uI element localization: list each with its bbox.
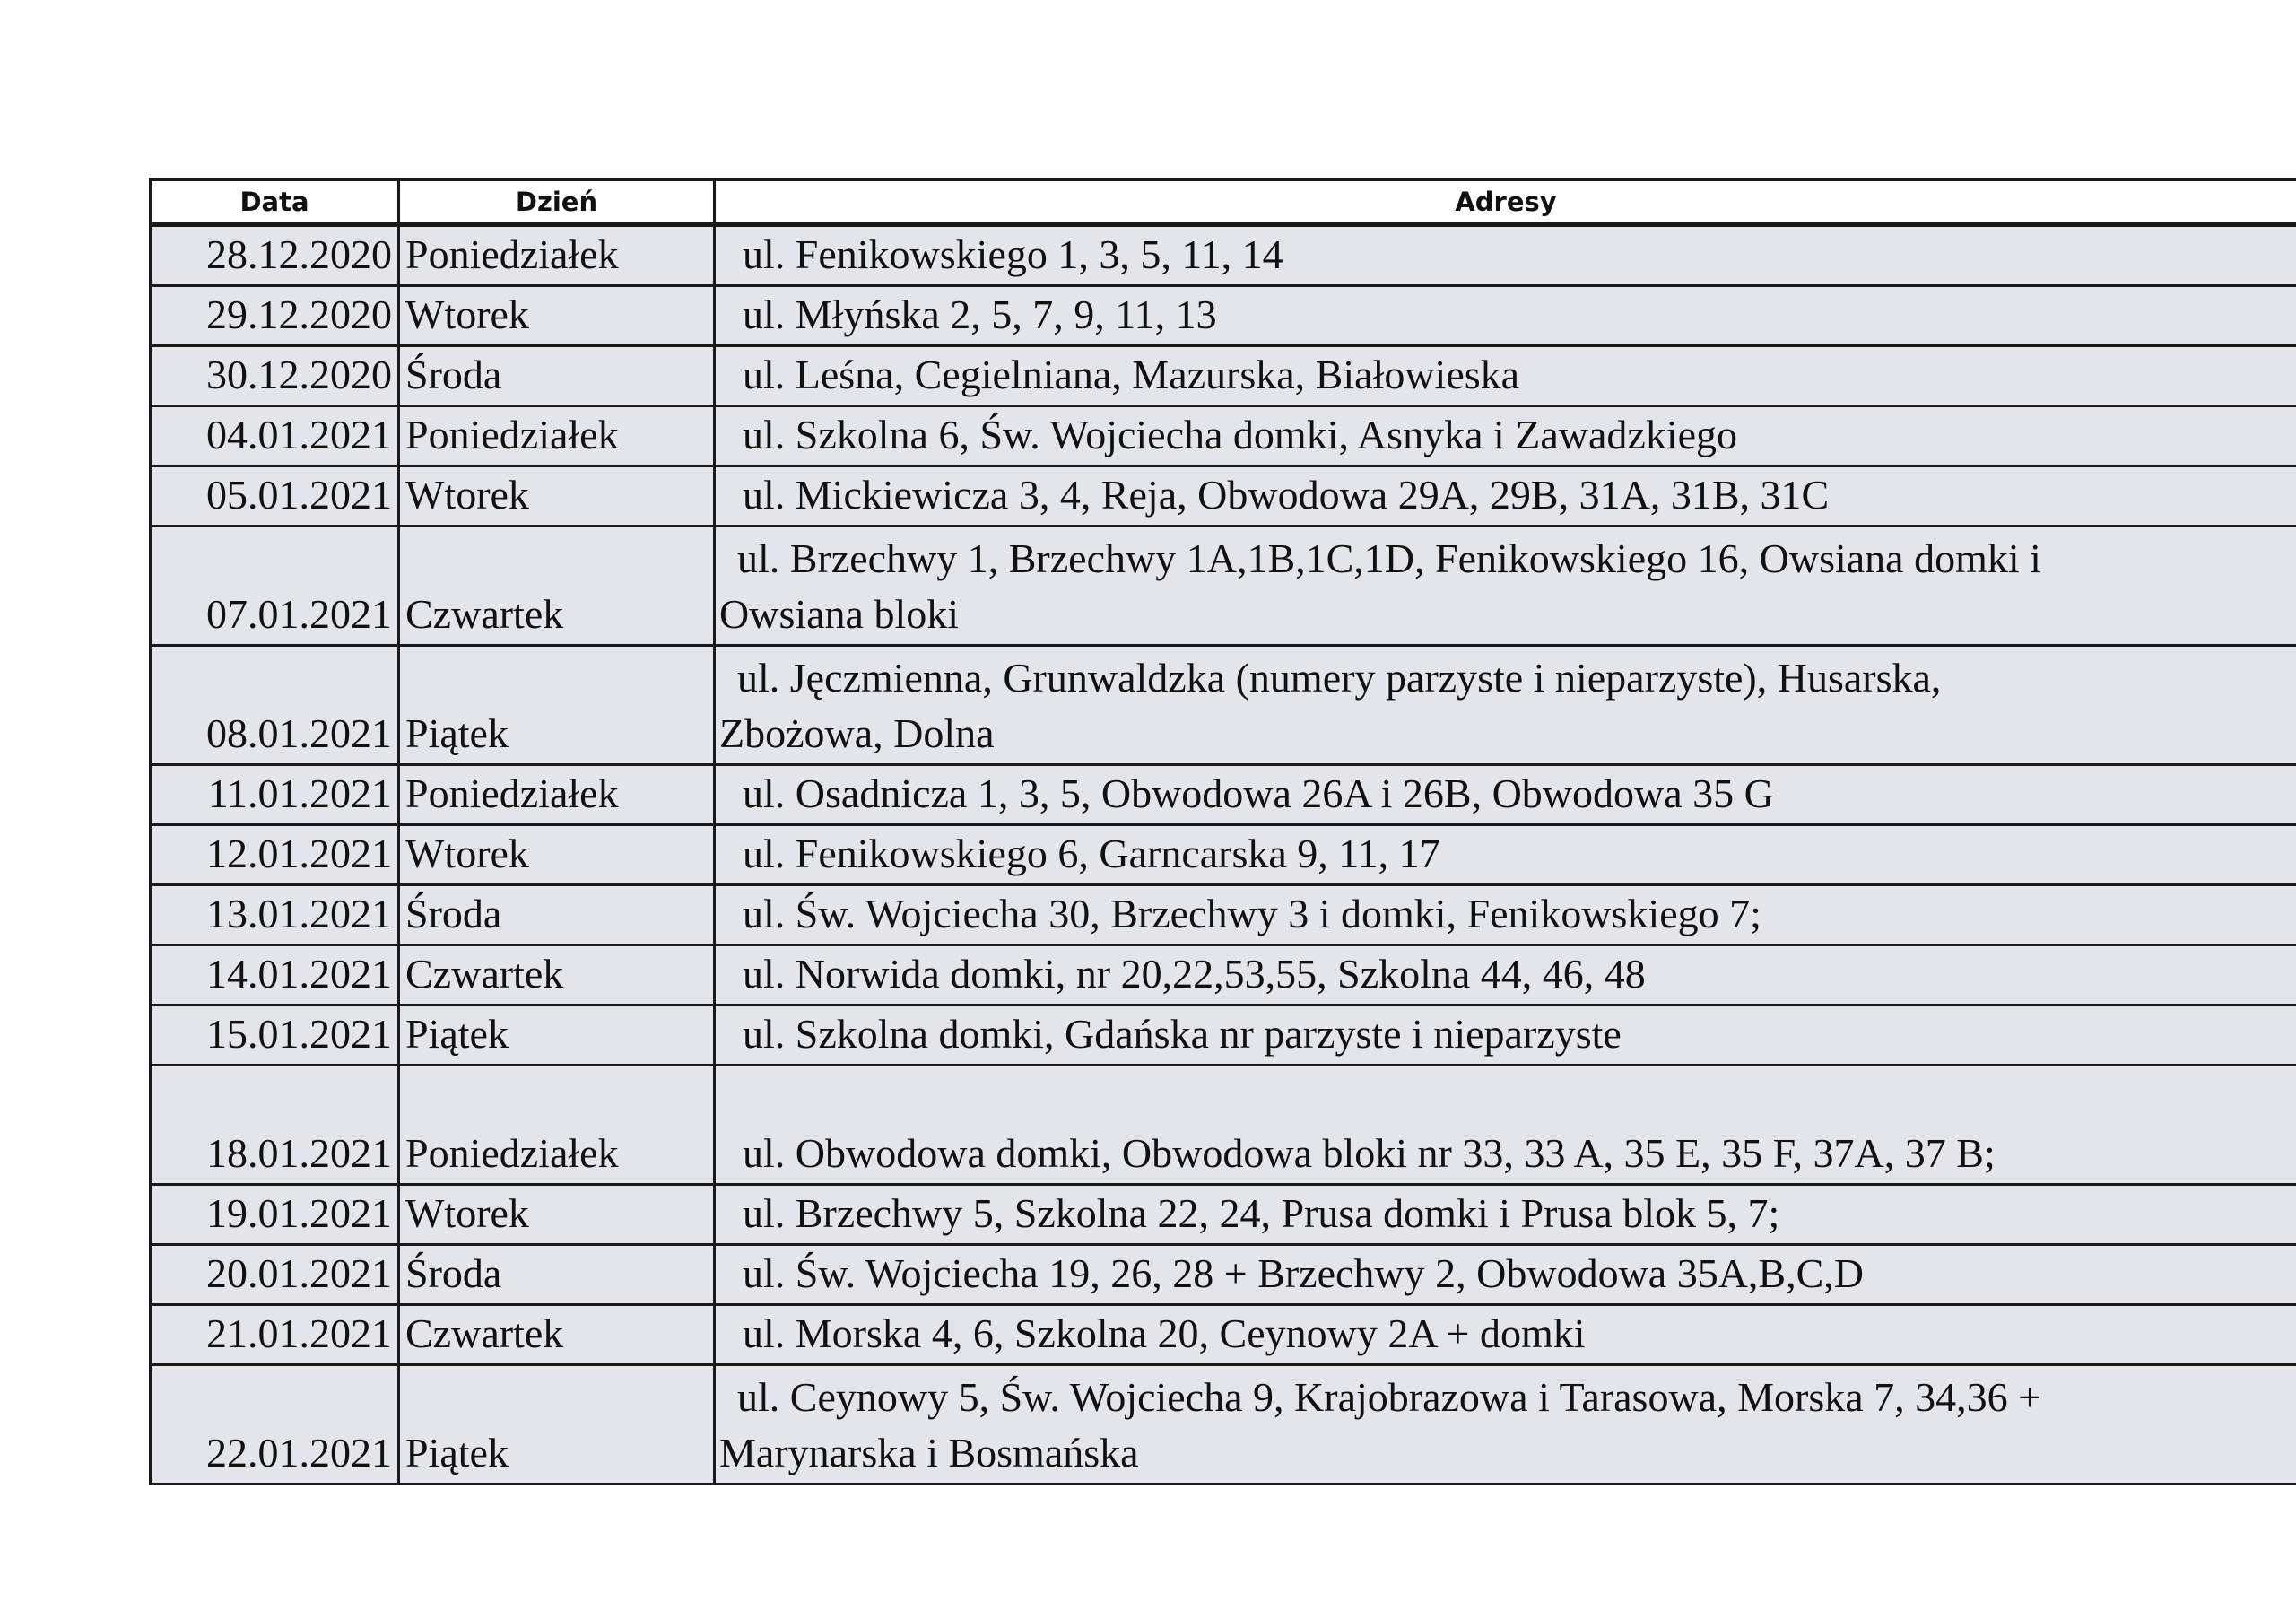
collection-schedule-table [149, 178, 2296, 1485]
cell-day: Piątek [399, 646, 715, 765]
cell-day: Środa [399, 346, 715, 406]
cell-addresses [715, 225, 2296, 286]
cell-addresses [715, 1365, 2296, 1484]
cell-day: Wtorek [399, 466, 715, 527]
cell-day: Poniedziałek [399, 1066, 715, 1185]
cell-addresses [715, 346, 2296, 406]
cell-date: 08.01.2021 [151, 646, 399, 765]
cell-addresses [715, 1245, 2296, 1305]
cell-date: 11.01.2021 [151, 765, 399, 825]
cell-date: 20.01.2021 [151, 1245, 399, 1305]
header-row [151, 180, 2296, 225]
table-row [151, 1066, 2296, 1185]
cell-date: 15.01.2021 [151, 1005, 399, 1066]
cell-day: Poniedziałek [399, 765, 715, 825]
table-row [151, 1185, 2296, 1245]
cell-day: Czwartek [399, 945, 715, 1005]
cell-day: Środa [399, 885, 715, 945]
cell-day: Czwartek [399, 527, 715, 646]
addresses-text: ul. Szkolna 6, Św. Wojciecha domki, Asnyka i Zawadzkiego [743, 412, 1738, 457]
cell-addresses [715, 1066, 2296, 1185]
table-row [151, 825, 2296, 885]
cell-day: Wtorek [399, 1185, 715, 1245]
addresses-text: ul. Fenikowskiego 6, Garncarska 9, 11, 17 [743, 831, 1440, 876]
table-row [151, 646, 2296, 765]
cell-addresses [715, 286, 2296, 346]
cell-day: Wtorek [399, 286, 715, 346]
addresses-text: ul. Św. Wojciecha 30, Brzechwy 3 i domki, Fenikowskiego 7; [743, 891, 1761, 936]
table-row [151, 286, 2296, 346]
cell-day: Poniedziałek [399, 225, 715, 286]
cell-date: 29.12.2020 [151, 286, 399, 346]
cell-date: 21.01.2021 [151, 1305, 399, 1365]
table-row [151, 1305, 2296, 1365]
addresses-line-2: Owsiana bloki [719, 591, 960, 637]
cell-addresses [715, 466, 2296, 527]
addresses-line-1: ul. Ceynowy 5, Św. Wojciecha 9, Krajobrazowa i Tarasowa, Morska 7, 34,36 + [737, 1374, 2042, 1420]
addresses-text: ul. Osadnicza 1, 3, 5, Obwodowa 26A i 26B, Obwodowa 35 G [743, 770, 1774, 816]
addresses-text: ul. Św. Wojciecha 19, 26, 28 + Brzechwy 2, Obwodowa 35A,B,C,D [743, 1250, 1865, 1296]
addresses-line-1: ul. Jęczmienna, Grunwaldzka (numery parzyste i nieparzyste), Husarska, [737, 655, 1942, 701]
cell-date: 30.12.2020 [151, 346, 399, 406]
table-header [151, 180, 2296, 225]
cell-addresses [715, 945, 2296, 1005]
cell-day: Piątek [399, 1365, 715, 1484]
table-row [151, 527, 2296, 646]
cell-day: Piątek [399, 1005, 715, 1066]
addresses-text: ul. Norwida domki, nr 20,22,53,55, Szkolna 44, 46, 48 [743, 951, 1646, 997]
table-row [151, 466, 2296, 527]
cell-addresses [715, 1185, 2296, 1245]
addresses-text: ul. Szkolna domki, Gdańska nr parzyste i nieparzyste [743, 1011, 1622, 1057]
table-row [151, 1365, 2296, 1484]
addresses-text: ul. Obwodowa domki, Obwodowa bloki nr 33, 33 A, 35 E, 35 F, 37A, 37 B; [743, 1130, 1996, 1176]
cell-day: Poniedziałek [399, 406, 715, 466]
addresses-text: ul. Fenikowskiego 1, 3, 5, 11, 14 [743, 231, 1283, 277]
table-row [151, 406, 2296, 466]
cell-date: 12.01.2021 [151, 825, 399, 885]
table-row [151, 945, 2296, 1005]
cell-date: 05.01.2021 [151, 466, 399, 527]
addresses-text: ul. Młyńska 2, 5, 7, 9, 11, 13 [743, 292, 1217, 337]
cell-day: Czwartek [399, 1305, 715, 1365]
cell-addresses [715, 825, 2296, 885]
table-row [151, 346, 2296, 406]
cell-addresses [715, 1005, 2296, 1066]
table-body [151, 225, 2296, 1484]
cell-date: 13.01.2021 [151, 885, 399, 945]
cell-addresses [715, 1305, 2296, 1365]
cell-addresses [715, 406, 2296, 466]
table-row [151, 1245, 2296, 1305]
header-addresses: Adresy [715, 180, 2296, 225]
cell-addresses [715, 885, 2296, 945]
cell-day: Środa [399, 1245, 715, 1305]
cell-date: 19.01.2021 [151, 1185, 399, 1245]
addresses-text: ul. Mickiewicza 3, 4, Reja, Obwodowa 29A, 29B, 31A, 31B, 31C [743, 472, 1830, 518]
cell-date: 14.01.2021 [151, 945, 399, 1005]
addresses-line-1: ul. Brzechwy 1, Brzechwy 1A,1B,1C,1D, Fenikowskiego 16, Owsiana domki i [737, 535, 2041, 581]
cell-addresses [715, 527, 2296, 646]
cell-date: 04.01.2021 [151, 406, 399, 466]
addresses-line-2: Zbożowa, Dolna [719, 710, 995, 756]
cell-addresses [715, 765, 2296, 825]
addresses-line-2: Marynarska i Bosmańska [719, 1430, 1139, 1475]
cell-date: 28.12.2020 [151, 225, 399, 286]
table-row [151, 885, 2296, 945]
header-date: Data [151, 180, 399, 225]
addresses-text: ul. Morska 4, 6, Szkolna 20, Ceynowy 2A + domki [743, 1310, 1586, 1356]
cell-date: 18.01.2021 [151, 1066, 399, 1185]
cell-date: 22.01.2021 [151, 1365, 399, 1484]
cell-day: Wtorek [399, 825, 715, 885]
header-day: Dzień [399, 180, 715, 225]
addresses-text: ul. Brzechwy 5, Szkolna 22, 24, Prusa domki i Prusa blok 5, 7; [743, 1190, 1780, 1236]
table-row [151, 1005, 2296, 1066]
table-row [151, 225, 2296, 286]
addresses-text: ul. Leśna, Cegielniana, Mazurska, Białowieska [743, 352, 1520, 397]
cell-date: 07.01.2021 [151, 527, 399, 646]
table-row [151, 765, 2296, 825]
cell-addresses [715, 646, 2296, 765]
